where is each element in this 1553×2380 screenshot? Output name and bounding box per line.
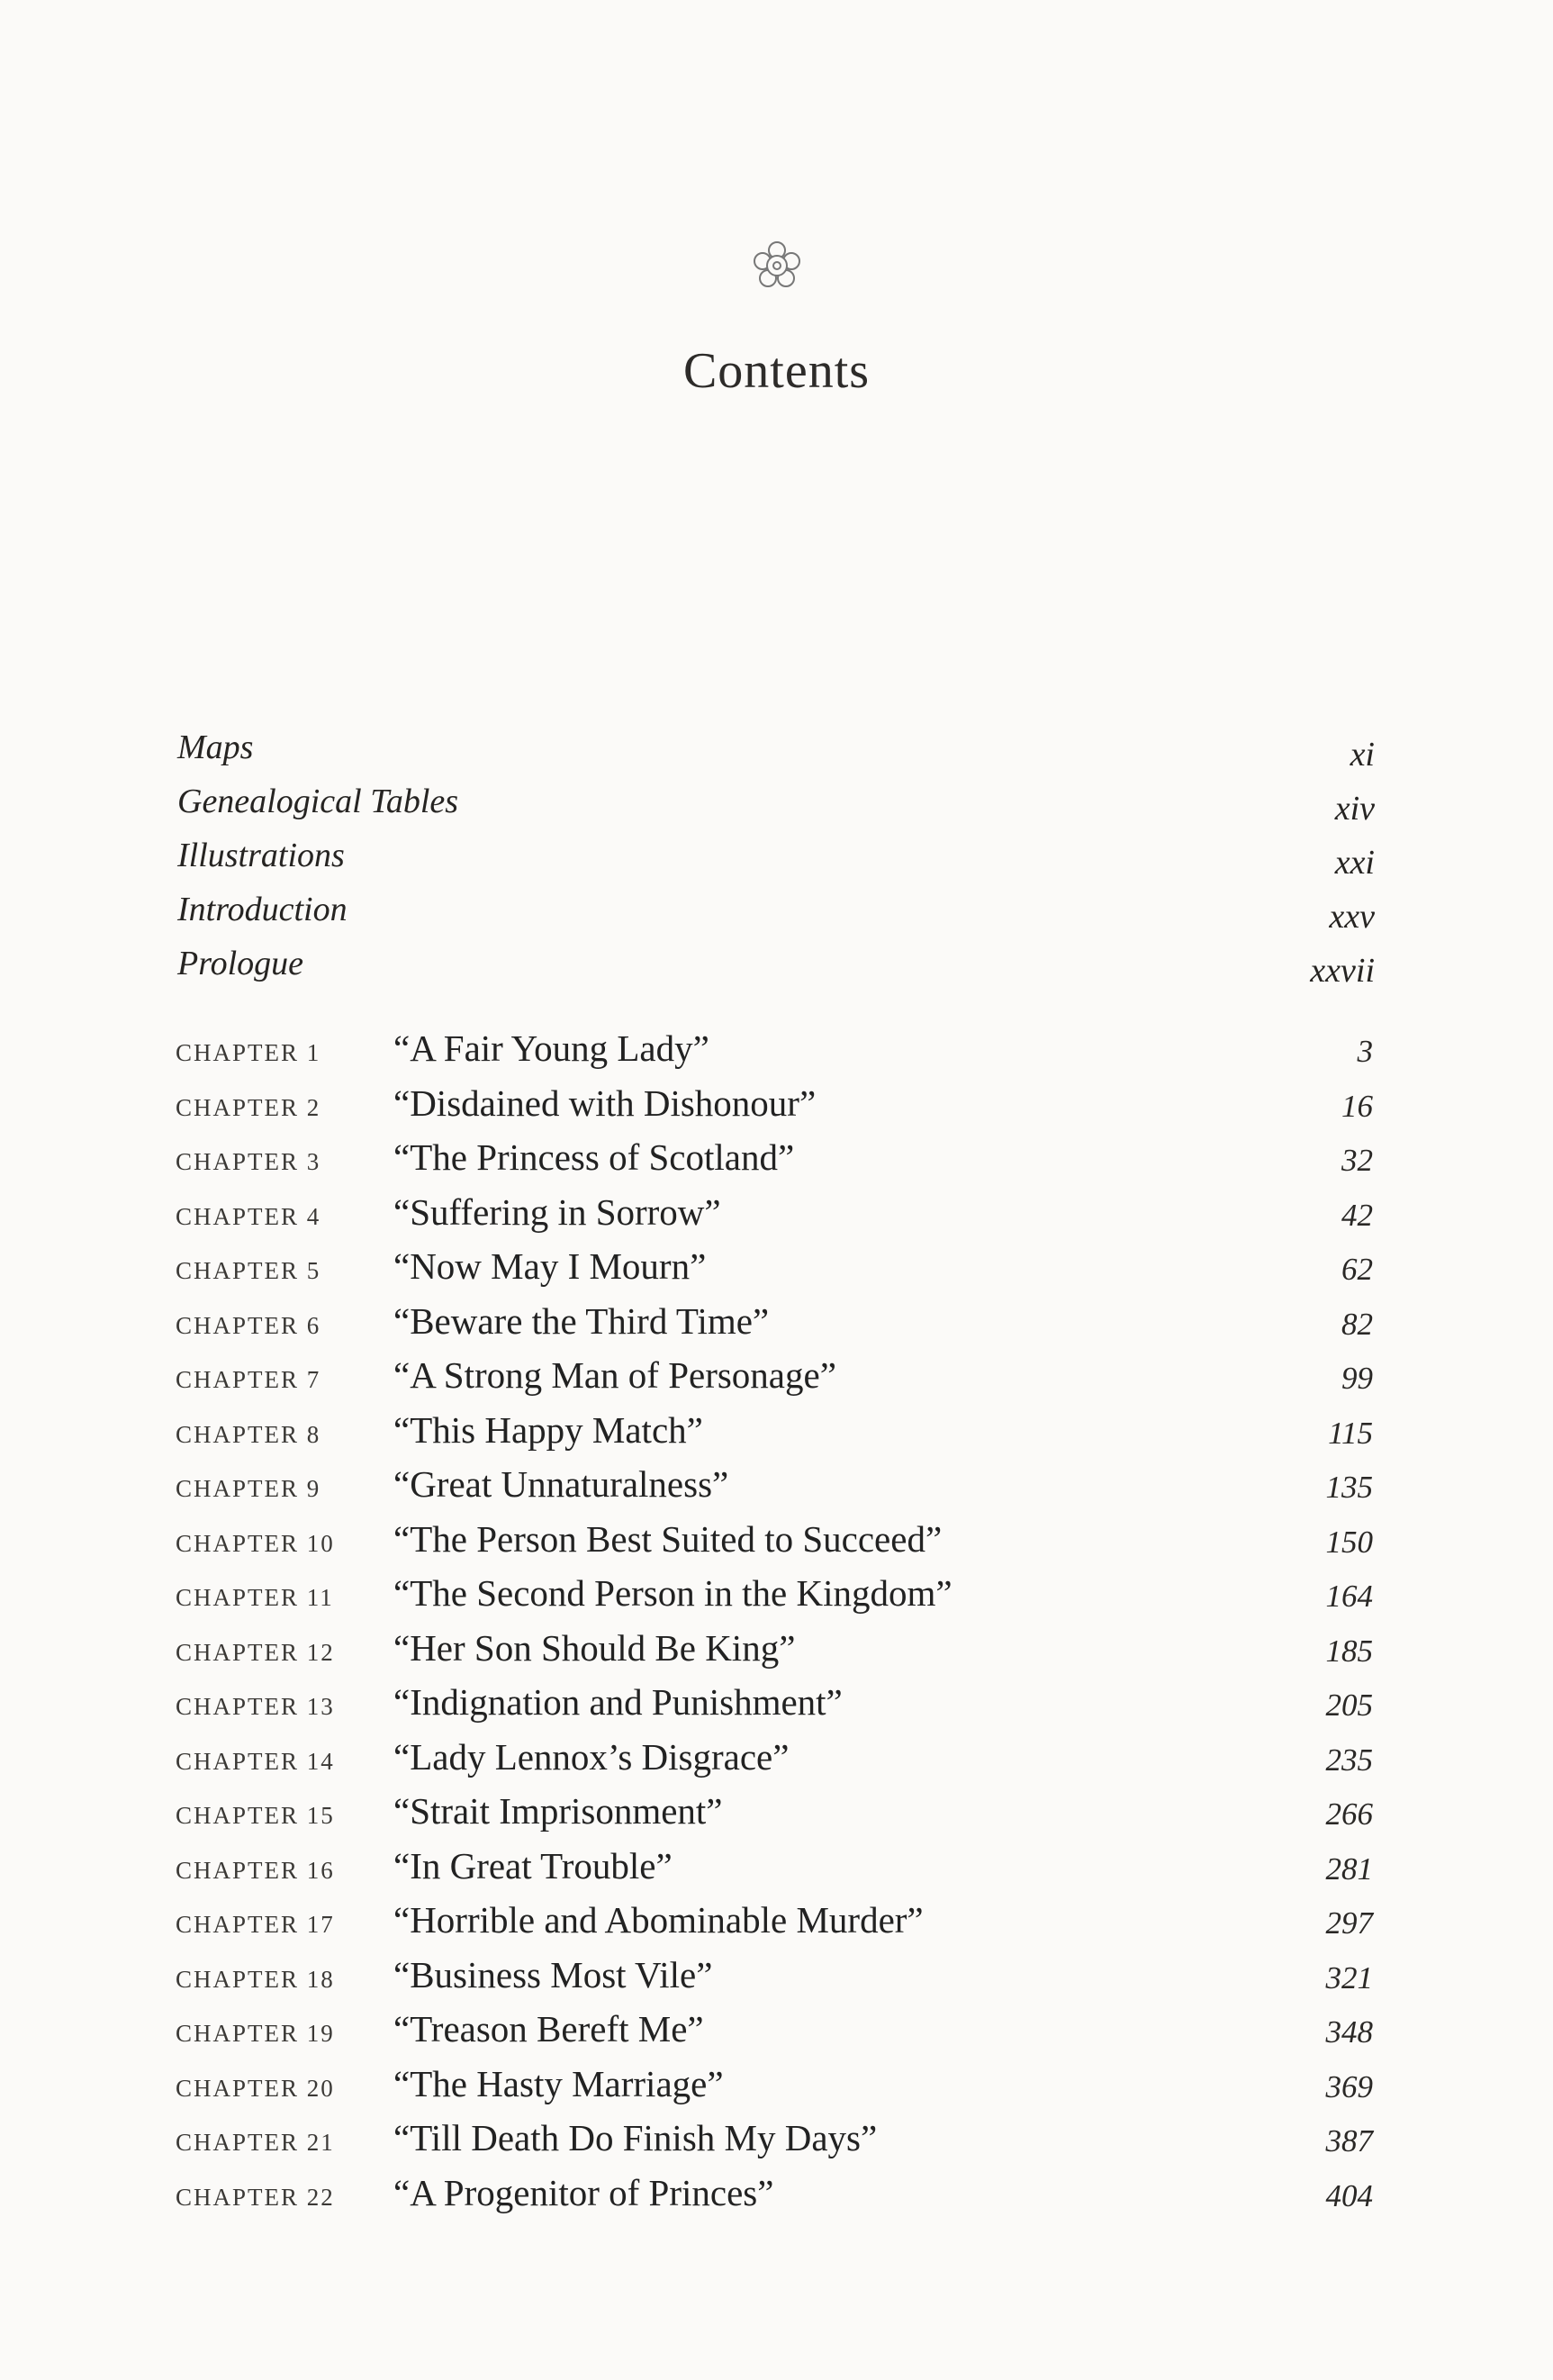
chapter-title: “Business Most Vile” [393, 1953, 713, 1995]
front-matter-page: xiv [1334, 790, 1375, 828]
chapter-label: CHAPTER 22 [176, 2183, 335, 2211]
chapter-row [176, 1953, 1373, 2007]
chapter-page: 32 [1341, 1143, 1373, 1178]
chapter-title: “The Hasty Marriage” [393, 2062, 724, 2104]
chapter-label: CHAPTER 15 [176, 1802, 335, 1829]
front-matter-page: xi [1350, 736, 1375, 774]
chapter-page: 3 [1357, 1034, 1373, 1069]
chapter-row [176, 1081, 1373, 1136]
chapter-title: “The Second Person in the Kingdom” [393, 1572, 953, 1614]
chapter-label: CHAPTER 10 [176, 1529, 335, 1557]
front-matter-page: xxv [1329, 898, 1375, 936]
chapter-page: 369 [1325, 2068, 1373, 2104]
chapter-row [176, 1517, 1373, 1571]
chapter-label: CHAPTER 1 [176, 1039, 321, 1066]
tudor-rose-icon [747, 236, 807, 295]
chapter-title: “The Princess of Scotland” [393, 1136, 795, 1178]
chapter-label: CHAPTER 11 [176, 1584, 334, 1611]
chapter-row [176, 1789, 1373, 1843]
chapter-page: 297 [1325, 1905, 1373, 1941]
chapter-label: CHAPTER 17 [176, 1911, 335, 1938]
chapter-title: “Beware the Third Time” [393, 1299, 770, 1342]
chapter-title: “Now May I Mourn” [393, 1245, 707, 1287]
page-title: Contents [682, 343, 871, 399]
chapter-page: 82 [1341, 1306, 1373, 1342]
chapter-label: CHAPTER 14 [176, 1747, 335, 1775]
chapter-page: 348 [1325, 2014, 1373, 2050]
chapter-label: CHAPTER 9 [176, 1475, 321, 1502]
chapter-page: 42 [1341, 1197, 1373, 1233]
chapter-label: CHAPTER 8 [176, 1420, 321, 1448]
chapter-row [176, 1626, 1373, 1680]
front-matter-maps [177, 728, 1375, 782]
chapter-page: 16 [1341, 1088, 1373, 1124]
front-matter-title: Genealogical Tables [177, 783, 459, 820]
chapter-row [176, 1299, 1373, 1353]
chapter-row [176, 2062, 1373, 2116]
chapter-title: “Lady Lennox’s Disgrace” [393, 1735, 790, 1778]
chapter-label: CHAPTER 12 [176, 1638, 335, 1666]
chapter-row [176, 1136, 1373, 1190]
chapter-title: “Indignation and Punishment” [393, 1681, 843, 1723]
chapter-label: CHAPTER 20 [176, 2074, 335, 2102]
chapter-row [176, 1408, 1373, 1462]
chapter-row [176, 2171, 1373, 2225]
front-matter-title: Introduction [177, 891, 348, 928]
chapter-page: 404 [1325, 2177, 1373, 2213]
chapter-page: 150 [1325, 1524, 1373, 1560]
chapter-row [176, 1244, 1373, 1299]
chapter-label: CHAPTER 6 [176, 1311, 321, 1339]
chapter-row [176, 1844, 1373, 1898]
chapter-row [176, 1462, 1373, 1516]
chapter-title: “Her Son Should Be King” [393, 1626, 796, 1669]
chapter-page: 99 [1341, 1361, 1373, 1396]
chapter-label: CHAPTER 21 [176, 2129, 335, 2156]
chapter-page: 135 [1325, 1470, 1373, 1505]
chapter-row [176, 1353, 1373, 1407]
chapter-label: CHAPTER 18 [176, 1965, 335, 1993]
chapter-page: 321 [1325, 1959, 1373, 1995]
front-matter-title: Prologue [177, 945, 304, 982]
chapter-row [176, 2116, 1373, 2170]
chapter-page: 115 [1328, 1415, 1373, 1451]
chapter-title: “Horrible and Abominable Murder” [393, 1899, 924, 1941]
chapter-title: “A Progenitor of Princes” [393, 2171, 774, 2213]
chapter-title: “Suffering in Sorrow” [393, 1190, 721, 1233]
chapter-page: 185 [1325, 1633, 1373, 1669]
front-matter-page: xxvii [1310, 952, 1375, 990]
chapter-label: CHAPTER 4 [176, 1202, 321, 1230]
chapter-page: 205 [1325, 1688, 1373, 1723]
chapter-row [176, 1898, 1373, 1952]
chapter-title: “In Great Trouble” [393, 1844, 673, 1887]
chapter-page: 387 [1325, 2123, 1373, 2158]
front-matter-prologue [177, 944, 1375, 998]
chapter-label: CHAPTER 5 [176, 1257, 321, 1284]
chapter-row [176, 2007, 1373, 2061]
chapter-row [176, 1571, 1373, 1625]
chapter-label: CHAPTER 16 [176, 1856, 335, 1884]
chapter-title: “A Fair Young Lady” [393, 1027, 709, 1069]
chapter-title: “This Happy Match” [393, 1408, 703, 1451]
front-matter-genealogical-tables [177, 782, 1375, 836]
front-matter-title: Illustrations [177, 837, 345, 874]
chapter-page: 164 [1325, 1579, 1373, 1614]
chapter-title: “Disdained with Dishonour” [393, 1081, 817, 1124]
chapter-title: “Till Death Do Finish My Days” [393, 2117, 878, 2158]
chapter-row [176, 1027, 1373, 1081]
chapter-page: 62 [1341, 1252, 1373, 1287]
front-matter-illustrations [177, 836, 1375, 890]
chapter-label: CHAPTER 13 [176, 1693, 335, 1720]
chapter-label: CHAPTER 3 [176, 1148, 321, 1175]
chapter-label: CHAPTER 19 [176, 2020, 335, 2047]
chapter-page: 235 [1325, 1742, 1373, 1778]
chapter-row [176, 1680, 1373, 1734]
chapter-page: 266 [1325, 1796, 1373, 1832]
chapter-title: “The Person Best Suited to Succeed” [393, 1517, 943, 1560]
front-matter-title: Maps [177, 728, 254, 766]
chapter-page: 281 [1325, 1851, 1373, 1887]
front-matter-introduction [177, 890, 1375, 944]
chapter-label: CHAPTER 7 [176, 1366, 321, 1393]
chapter-title: “Strait Imprisonment” [393, 1790, 723, 1832]
chapter-title: “Treason Bereft Me” [393, 2008, 704, 2050]
front-matter-page: xxi [1334, 844, 1375, 882]
chapter-row [176, 1190, 1373, 1244]
chapter-title: “A Strong Man of Personage” [393, 1354, 836, 1396]
chapter-title: “Great Unnaturalness” [393, 1463, 729, 1505]
chapter-row [176, 1735, 1373, 1789]
chapter-label: CHAPTER 2 [176, 1093, 321, 1121]
